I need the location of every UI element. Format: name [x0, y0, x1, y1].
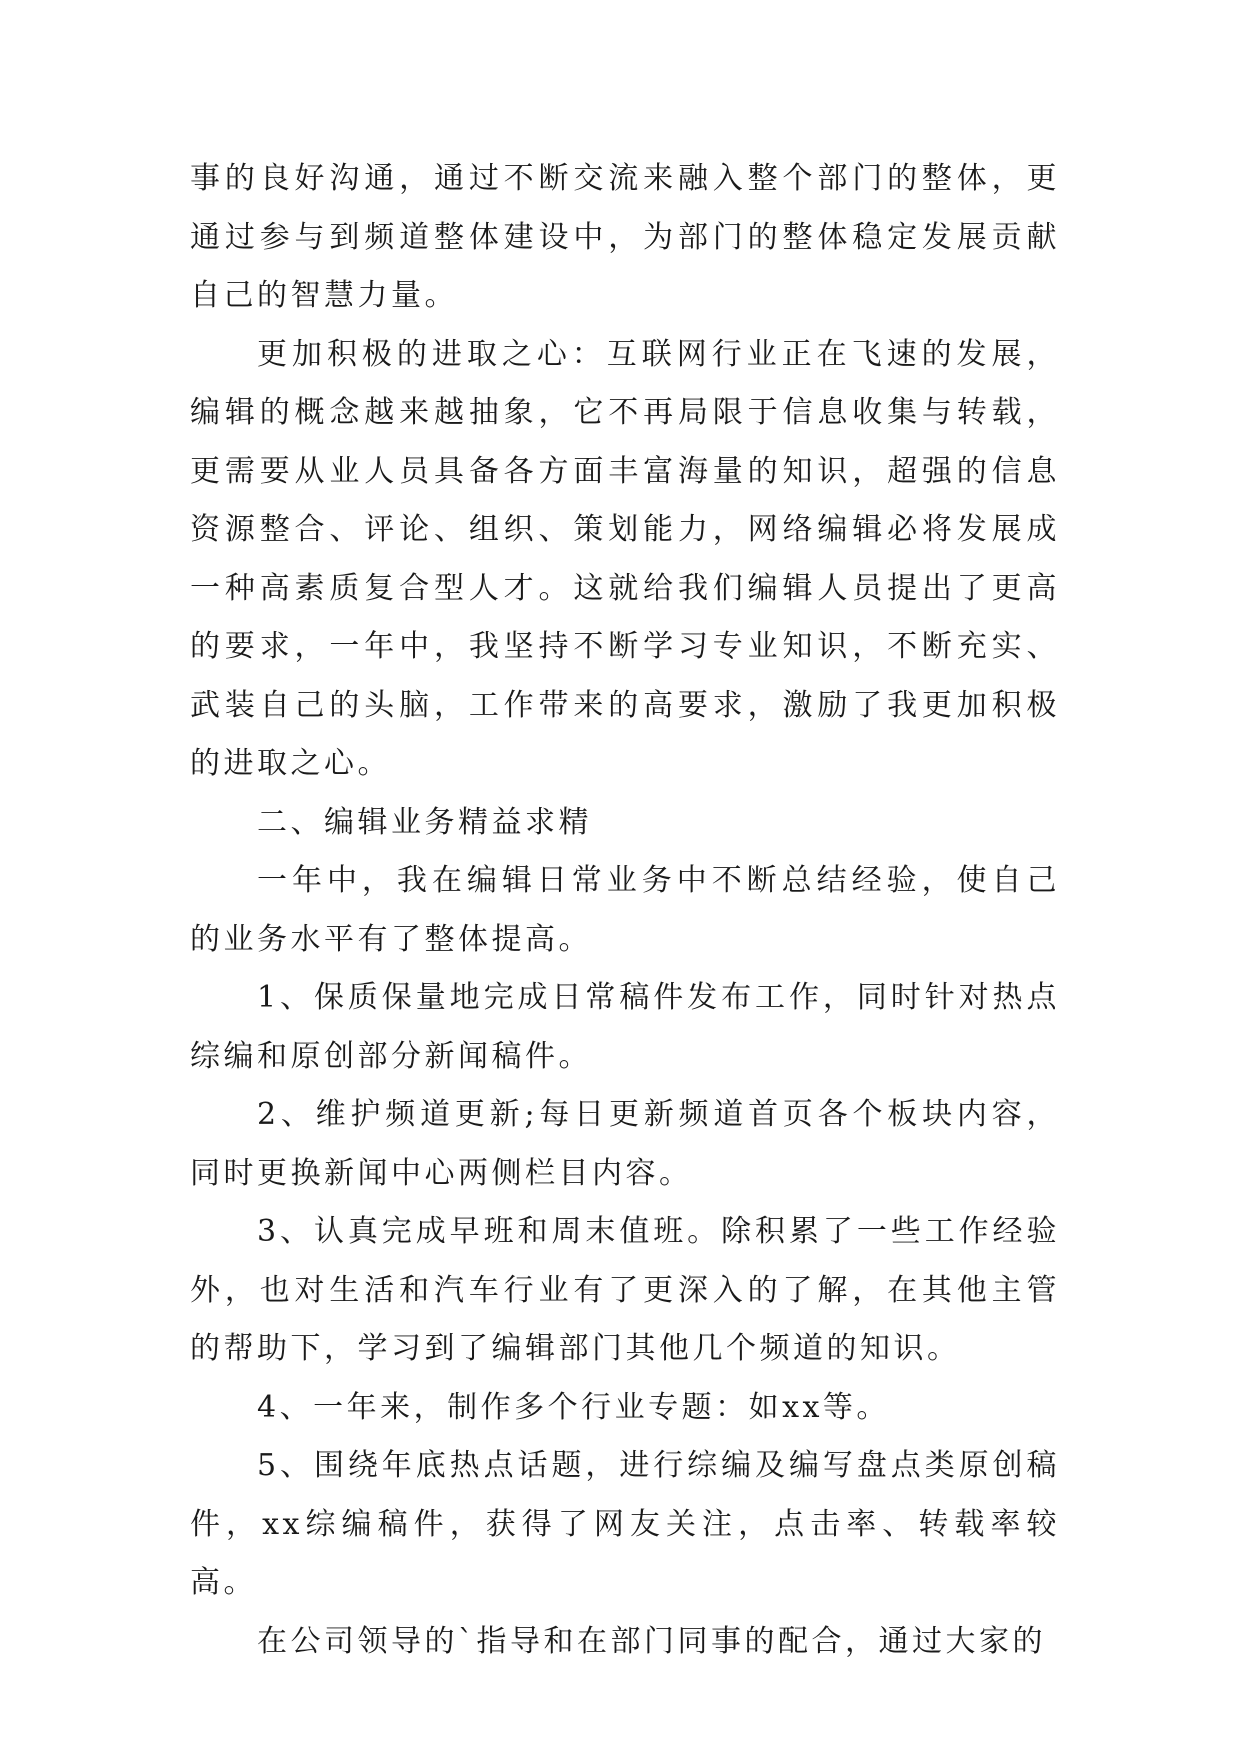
paragraph-2: 更加积极的进取之心：互联网行业正在飞速的发展，编辑的概念越来越抽象，它不再局限于信息收集与转载，更需要从业人员具备各方面丰富海量的知识，超强的信息资源整合、评论、组织、策划能力，网络编辑必将发展成一种高素质复合型人才。这就给我们编辑人员提出了更高的要求，一年中，我坚持不断学习专业知识，不断充实、武装自己的头脑，工作带来的高要求，激励了我更加积极的进取之心。	[190, 336, 1060, 781]
section-heading: 二、编辑业务精益求精	[257, 804, 592, 840]
document-body	[190, 150, 1060, 1671]
paragraph-1: 事的良好沟通，通过不断交流来融入整个部门的整体，更通过参与到频道整体建设中，为部门的整体稳定发展贡献自己的智慧力量。	[190, 161, 1060, 313]
paragraph-last: 在公司领导的`指导和在部门同事的配合，通过大家的	[257, 1623, 1046, 1659]
list-item-3: 3、认真完成早班和周末值班。除积累了一些工作经验外，也对生活和汽车行业有了更深入的了解，在其他主管的帮助下，学习到了编辑部门其他几个频道的知识。	[190, 1214, 1060, 1366]
paragraph-4: 一年中，我在编辑日常业务中不断总结经验，使自己的业务水平有了整体提高。	[190, 863, 1060, 957]
list-item-4: 4、一年来，制作多个行业专题：如xx等。	[257, 1389, 890, 1425]
list-item-1: 1、保质保量地完成日常稿件发布工作，同时针对热点综编和原创部分新闻稿件。	[190, 980, 1060, 1074]
list-item-2: 2、维护频道更新;每日更新频道首页各个板块内容，同时更换新闻中心两侧栏目内容。	[190, 1097, 1060, 1191]
list-item-5: 5、围绕年底热点话题，进行综编及编写盘点类原创稿件，xx综编稿件，获得了网友关注，点击率、转载率较高。	[190, 1448, 1060, 1600]
